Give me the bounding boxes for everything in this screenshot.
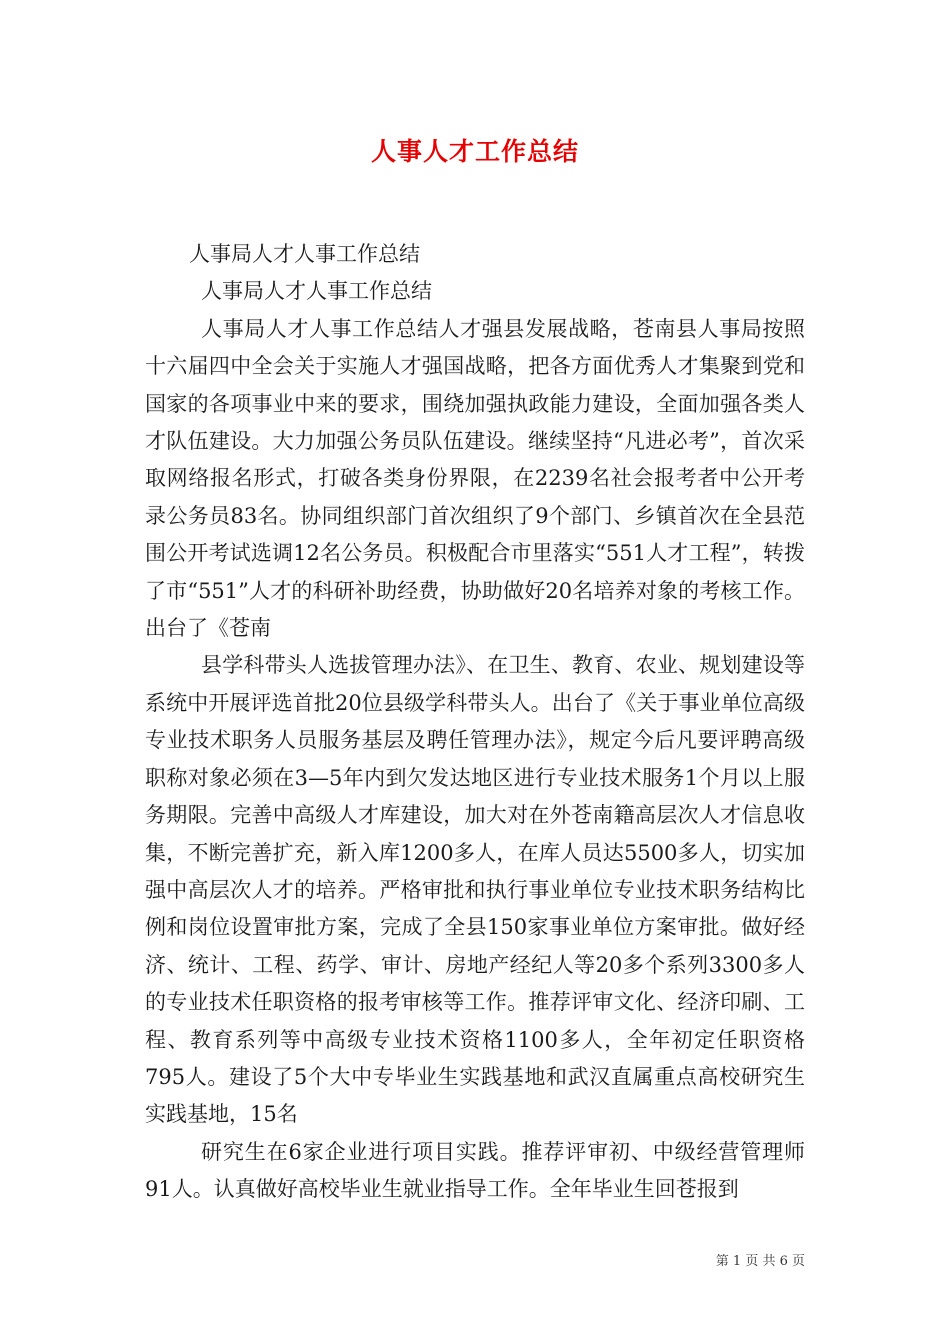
body-paragraph: 人事局人才人事工作总结人才强县发展战略，苍南县人事局按照十六届四中全会关于实施人才强国战略，把各方面优秀人才集聚到党和国家的各项事业中来的要求，围绕加强执政能力建设，全面加强各类人才队伍建设。大力加强公务员队伍建设。继续坚持“凡进必考”，首次采取网络报名形式，打破各类身份界限，在2239名社会报考者中公开考录公务员83名。协同组织部门首次组织了9个部门、乡镇首次在全县范围公开考试选调12名公务员。积极配合市里落实“551人才工程”，转拨了市“551”人才的科研补助经费，协助做好20名培养对象的考核工作。出台了《苍南 (145, 316, 805, 641)
document-title: 人事人才工作总结 (370, 137, 579, 166)
document-body (145, 236, 805, 1209)
body-paragraph: 县学科带头人选拔管理办法》、在卫生、教育、农业、规划建设等系统中开展评选首批20位县级学科带头人。出台了《关于事业单位高级专业技术职务人员服务基层及聘任管理办法》，规定今后凡要评聘高级职称对象必须在3—5年内到欠发达地区进行专业技术服务1个月以上服务期限。完善中高级人才库建设，加大对在外苍南籍高层次人才信息收集，不断完善扩充，新入库1200多人，在库人员达5500多人，切实加强中高层次人才的培养。严格审批和执行事业单位专业技术职务结构比例和岗位设置审批方案，完成了全县150家事业单位方案审批。做好经济、统计、工程、药学、审计、房地产经纪人等20多个系列3300多人的专业技术任职资格的报考审核等工作。推荐评审文化、经济印刷、工程、教育系列等中高级专业技术资格1100多人，全年初定任职资格795人。建设了5个大中专毕业生实践基地和武汉直属重点高校研究生实践基地，15名 (145, 653, 805, 1127)
body-paragraph: 研究生在6家企业进行项目实践。推荐评审初、中级经营管理师91人。认真做好高校毕业生就业指导工作。全年毕业生回苍报到 (145, 1139, 805, 1202)
section-heading: 人事局人才人事工作总结 (189, 242, 420, 266)
section-subheading: 人事局人才人事工作总结 (201, 279, 432, 304)
page-footer: 第 1 页 共 6 页 (715, 1254, 805, 1269)
